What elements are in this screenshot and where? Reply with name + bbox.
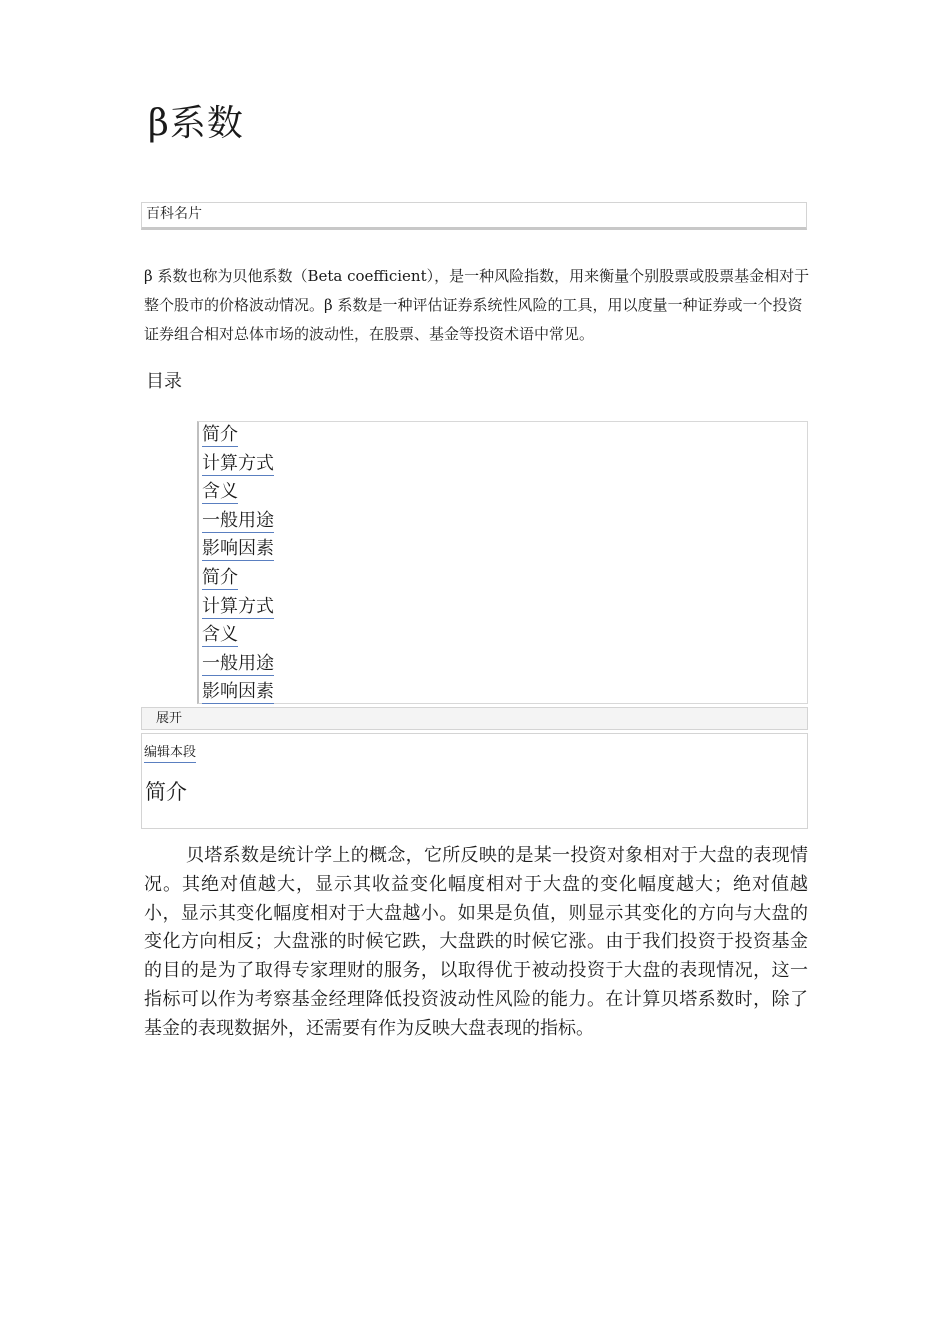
expand-toggle[interactable]: [141, 707, 808, 730]
toc-item: [202, 651, 807, 680]
expand-label: 展开: [156, 711, 183, 726]
page-title: β系数: [148, 103, 244, 144]
toc-link[interactable]: 简介: [202, 566, 238, 588]
section-header-box: [141, 733, 808, 829]
toc-link[interactable]: 计算方式: [202, 452, 274, 474]
toc-heading: 目录: [146, 371, 182, 392]
baike-card-label: 百科名片: [146, 206, 202, 222]
toc-link[interactable]: 计算方式: [202, 595, 274, 617]
summary-paragraph: β 系数也称为贝他系数（Beta coefficient），是一种风险指数，用来衡量个别股票或股票基金相对于整个股市的价格波动情况。β 系数是一种评估证券系统性风险的工具，用以度量一种证券或一个投资证券组合相对总体市场的波动性，在股票、基金等投资术语中常见。: [144, 267, 810, 343]
toc-link[interactable]: 含义: [202, 481, 238, 503]
toc-item: [202, 536, 807, 565]
section-body: 贝塔系数是统计学上的概念，它所反映的是某一投资对象相对于大盘的表现情况。其绝对值越大，显示其收益变化幅度相对于大盘的变化幅度越大；绝对值越小，显示其变化幅度相对于大盘越小。如果是负值，则显示其变化的方向与大盘的变化方向相反；大盘涨的时候它跌，大盘跌的时候它涨。由于我们投资于投资基金的目的是为了取得专家理财的服务，以取得优于被动投资于大盘的表现情况，这一指标可以作为考察基金经理降低投资波动性风险的能力。在计算贝塔系数时，除了基金的表现数据外，还需要有作为反映大盘表现的指标。: [144, 845, 808, 1039]
toc-list: [202, 422, 807, 708]
toc-item: [202, 422, 807, 451]
edit-section-link[interactable]: 编辑本段: [144, 744, 196, 763]
toc-link[interactable]: 含义: [202, 624, 238, 646]
toc-item: [202, 565, 807, 594]
toc-item: [202, 479, 807, 508]
toc-item: [202, 594, 807, 623]
toc-link[interactable]: 影响因素: [202, 681, 274, 703]
baike-card-box: [141, 202, 807, 230]
toc-item: [202, 679, 807, 708]
toc-link[interactable]: 影响因素: [202, 538, 274, 560]
section-title: 简介: [145, 780, 187, 804]
table-of-contents: [197, 421, 808, 704]
toc-link[interactable]: 简介: [202, 424, 238, 445]
toc-item: [202, 508, 807, 537]
toc-item: [202, 622, 807, 651]
toc-link[interactable]: 一般用途: [202, 652, 274, 674]
toc-link[interactable]: 一般用途: [202, 509, 274, 531]
toc-item: [202, 451, 807, 480]
